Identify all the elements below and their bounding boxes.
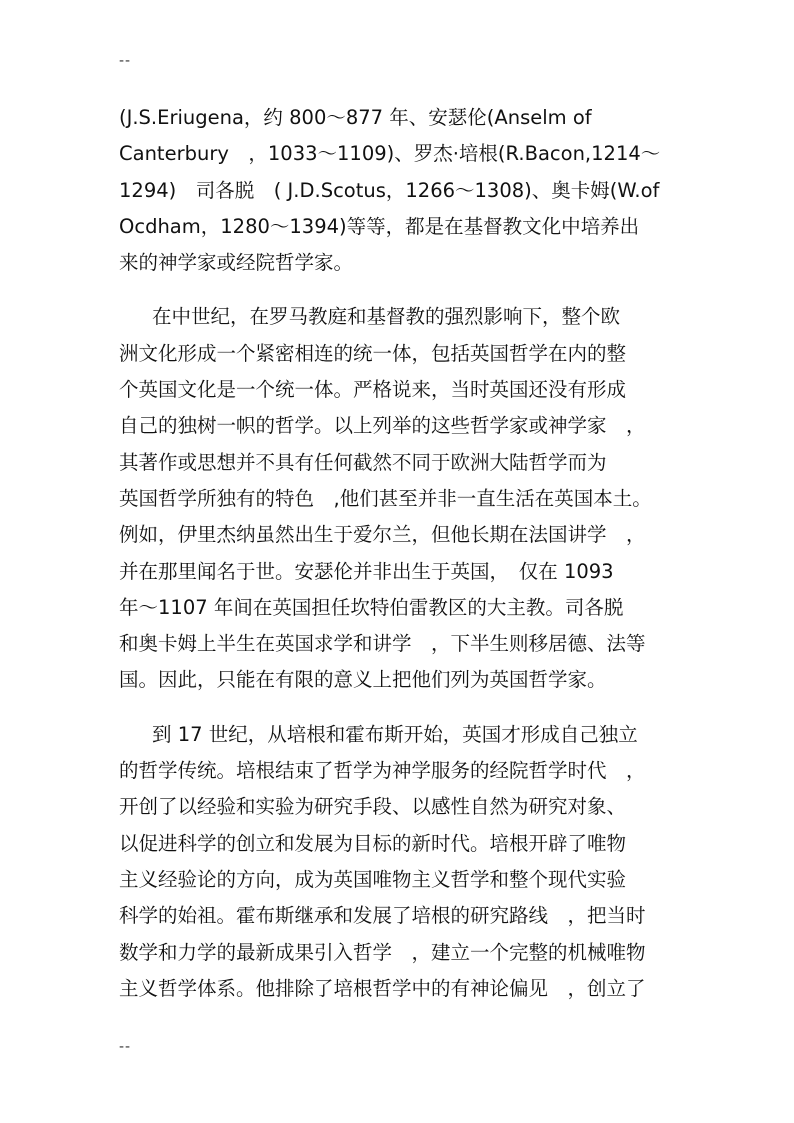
paragraph-line: Canterbury ，1033～1109)、罗杰·培根(R.Bacon,1214～ — [119, 142, 661, 166]
page-footer-marker: -- — [119, 1039, 132, 1055]
paragraph-line: 数学和力学的最新成果引入哲学 ，建立一个完整的机械唯物 — [119, 940, 646, 964]
page-header-marker: -- — [119, 53, 132, 69]
paragraph-1 — [119, 100, 679, 281]
paragraph-line: 主义哲学体系。他排除了培根哲学中的有神论偏见 ，创立了 — [119, 976, 646, 1000]
paragraph-line: 年～1107 年间在英国担任坎特伯雷教区的大主教。司各脱 — [119, 595, 624, 619]
paragraph-line: 的哲学传统。培根结束了哲学为神学服务的经院哲学时代 ， — [119, 759, 646, 783]
paragraph-line: 主义经验论的方向，成为英国唯物主义哲学和整个现代实验 — [119, 867, 627, 891]
paragraph-line: 到 17 世纪，从培根和霍布斯开始，英国才形成自己独立 — [152, 722, 638, 746]
paragraph-line: 国。因此，只能在有限的意义上把他们列为英国哲学家。 — [119, 668, 607, 692]
paragraph-line: Ocdham，1280～1394)等等，都是在基督教文化中培养出 — [119, 214, 640, 238]
paragraph-line: (J.S.Eriugena，约 800～877 年、安瑟伦(Anselm of — [119, 106, 592, 129]
paragraph-line: 并在那里闻名于世。安瑟伦并非出生于英国， 仅在 1093 — [119, 559, 614, 583]
paragraph-line: 来的神学家或经院哲学家。 — [119, 251, 354, 275]
paragraph-line: 例如，伊里杰纳虽然出生于爱尔兰，但他长期在法国讲学 ， — [119, 523, 646, 547]
paragraph-line: 在中世纪，在罗马教庭和基督教的强烈影响下，整个欧 — [152, 305, 621, 329]
paragraph-line: 开创了以经验和实验为研究手段、以感性自然为研究对象、 — [119, 795, 627, 819]
document-body — [119, 100, 679, 1025]
paragraph-line: 英国哲学所独有的特色 ,他们甚至并非一直生活在英国本土。 — [119, 486, 652, 510]
paragraph-line: 个英国文化是一个统一体。严格说来，当时英国还没有形成 — [119, 378, 627, 402]
paragraph-2 — [119, 299, 679, 698]
paragraph-line: 自己的独树一帜的哲学。以上列举的这些哲学家或神学家 ， — [119, 414, 646, 438]
paragraph-line: 1294) 司各脱 ( J.D.Scotus，1266～1308)、奥卡姆(W.of — [119, 178, 660, 202]
paragraph-line: 科学的始祖。霍布斯继承和发展了培根的研究路线 ，把当时 — [119, 904, 646, 928]
paragraph-line: 以促进科学的创立和发展为目标的新时代。培根开辟了唯物 — [119, 831, 627, 855]
paragraph-line: 和奥卡姆上半生在英国求学和讲学 ，下半生则移居德、法等 — [119, 632, 646, 656]
paragraph-line: 洲文化形成一个紧密相连的统一体，包括英国哲学在内的整 — [119, 341, 627, 365]
paragraph-line: 其著作或思想并不具有任何截然不同于欧洲大陆哲学而为 — [119, 450, 607, 474]
paragraph-3 — [119, 717, 679, 1007]
